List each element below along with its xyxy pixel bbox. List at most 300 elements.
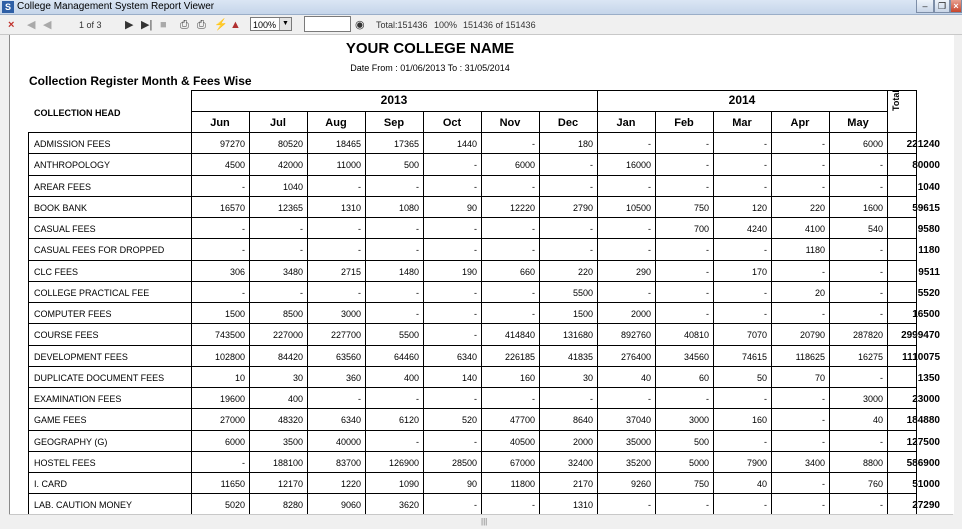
amount-cell-nov: - — [532, 309, 535, 319]
print-icon[interactable]: ⎙ — [180, 19, 189, 31]
amount-cell-feb: 60 — [698, 372, 709, 383]
amount-cell-nov: - — [532, 287, 535, 298]
amount-cell-may: 1600 — [862, 202, 883, 213]
report-toolbar — [0, 15, 962, 35]
amount-cell-jun: - — [242, 457, 245, 468]
amount-cell-feb: - — [706, 266, 709, 277]
collection-head-cell: COLLEGE PRACTICAL FEE — [34, 287, 150, 298]
amount-cell-jan: - — [648, 500, 651, 511]
close-window-button[interactable]: × — [950, 0, 962, 13]
amount-cell-jun: 97270 — [219, 139, 245, 149]
date-range: Date From : 01/06/2013 To : 31/05/2014 — [350, 63, 510, 73]
amount-cell-nov: - — [532, 500, 535, 511]
amount-cell-aug: 6340 — [340, 415, 361, 426]
amount-cell-jul: 84420 — [277, 351, 303, 362]
amount-cell-jul: 42000 — [277, 160, 303, 171]
amount-cell-dec: 131680 — [562, 330, 593, 341]
amount-cell-aug: - — [358, 181, 361, 192]
amount-cell-nov: 160 — [519, 372, 535, 383]
amount-cell-sep: 400 — [403, 372, 419, 383]
month-header-sep: Sep — [383, 117, 405, 129]
amount-cell-jun: 27000 — [219, 415, 245, 426]
amount-cell-may: - — [880, 245, 883, 256]
row-total-cell: 16500 — [912, 309, 940, 320]
amount-cell-dec: - — [590, 394, 593, 404]
amount-cell-may: 540 — [867, 224, 883, 234]
amount-cell-feb: 34560 — [683, 351, 709, 362]
app-icon: S — [2, 1, 14, 13]
amount-cell-mar: - — [764, 181, 767, 192]
amount-cell-oct: 28500 — [451, 457, 477, 468]
amount-cell-oct: 190 — [461, 266, 477, 277]
amount-cell-may: 16275 — [857, 351, 883, 362]
month-header-feb: Feb — [674, 117, 694, 129]
table-row — [28, 239, 940, 260]
amount-cell-jan: 10500 — [625, 202, 651, 213]
amount-cell-aug: 18465 — [335, 139, 361, 149]
amount-cell-jun: 306 — [229, 266, 245, 277]
amount-cell-apr: 3400 — [804, 457, 825, 468]
amount-cell-apr: 20 — [814, 287, 825, 298]
amount-cell-sep: 1090 — [398, 479, 419, 489]
amount-cell-apr: - — [822, 309, 825, 319]
year-2014-header: 2014 — [728, 93, 756, 107]
amount-cell-dec: 220 — [577, 266, 593, 277]
amount-cell-mar: 50 — [756, 372, 767, 383]
row-total-cell: 5520 — [917, 287, 940, 299]
page-indicator: 1 of 3 — [79, 20, 102, 30]
row-total-cell: 2999470 — [901, 330, 940, 342]
amount-cell-sep: 5500 — [398, 330, 419, 341]
amount-cell-jan: 2000 — [630, 309, 651, 319]
amount-cell-oct: - — [474, 394, 477, 404]
amount-cell-jul: - — [300, 224, 303, 234]
month-header-oct: Oct — [442, 117, 462, 129]
amount-cell-jan: 892760 — [620, 330, 651, 341]
zoom-select[interactable] — [250, 17, 292, 31]
amount-cell-may: 287820 — [852, 330, 883, 341]
table-row — [28, 473, 940, 494]
amount-cell-jul: 30 — [292, 372, 303, 383]
amount-cell-sep: 500 — [403, 160, 419, 171]
amount-cell-may: - — [880, 266, 883, 277]
amount-cell-oct: 520 — [461, 415, 477, 426]
amount-cell-jan: - — [648, 245, 651, 256]
amount-cell-mar: 170 — [751, 266, 767, 277]
amount-cell-aug: 40000 — [335, 436, 361, 447]
amount-cell-apr: 118625 — [795, 351, 825, 362]
amount-cell-jul: 12365 — [277, 202, 303, 213]
amount-cell-apr: - — [822, 415, 825, 426]
month-header-apr: Apr — [790, 117, 810, 129]
amount-cell-jul: 80520 — [277, 139, 303, 149]
amount-cell-oct: - — [474, 287, 477, 298]
zoom-value: 100% — [253, 20, 277, 30]
amount-cell-nov: 414840 — [504, 330, 535, 341]
scroll-grip-icon[interactable]: ||| — [481, 517, 488, 526]
window-title: College Management System Report Viewer — [17, 1, 215, 12]
amount-cell-dec: 2170 — [572, 479, 593, 489]
last-page-icon[interactable]: ▶| — [141, 19, 153, 31]
minimize-button[interactable]: – — [916, 0, 934, 13]
collection-head-cell: AREAR FEES — [34, 181, 92, 192]
amount-cell-nov: 6000 — [514, 160, 535, 171]
amount-cell-oct: 90 — [466, 202, 477, 213]
table-row — [28, 176, 940, 197]
month-header-nov: Nov — [499, 117, 521, 129]
amount-cell-dec: 2000 — [572, 436, 593, 447]
row-total-cell: 127500 — [906, 436, 940, 448]
amount-cell-feb: 750 — [693, 202, 709, 213]
amount-cell-apr: - — [822, 139, 825, 149]
amount-cell-nov: - — [532, 139, 535, 149]
amount-cell-sep: - — [416, 224, 419, 234]
amount-cell-sep: 126900 — [388, 457, 419, 468]
amount-cell-mar: 40 — [756, 479, 767, 489]
export-icon[interactable]: ▲ — [230, 19, 241, 31]
collection-head-cell: LAB. CAUTION MONEY — [34, 500, 133, 511]
amount-cell-dec: 30 — [582, 372, 593, 383]
amount-cell-aug: 3000 — [340, 309, 361, 319]
amount-cell-feb: 700 — [693, 224, 709, 234]
amount-cell-jan: 35000 — [625, 436, 651, 447]
amount-cell-oct: - — [474, 500, 477, 511]
header-top-line — [191, 90, 887, 91]
report-page — [9, 35, 954, 514]
first-page-icon[interactable]: ◀​ — [27, 19, 36, 31]
amount-cell-jan: 290 — [635, 266, 651, 277]
amount-cell-dec: 1310 — [572, 500, 593, 511]
amount-cell-mar: - — [764, 500, 767, 511]
row-total-cell: 80000 — [912, 160, 940, 172]
amount-cell-aug: - — [358, 224, 361, 234]
amount-cell-feb: - — [706, 309, 709, 319]
amount-cell-jan: 37040 — [625, 415, 651, 426]
table-row — [28, 154, 940, 175]
right-border-line — [916, 90, 917, 514]
amount-cell-jun: 11650 — [220, 479, 245, 489]
amount-cell-sep: 6120 — [398, 415, 419, 426]
amount-cell-jan: 35200 — [625, 457, 651, 468]
row-total-cell: 221240 — [906, 139, 940, 150]
amount-cell-mar: 74615 — [741, 351, 767, 362]
table-row — [28, 367, 940, 388]
table-row — [28, 197, 940, 218]
amount-cell-nov: 11800 — [510, 479, 535, 489]
amount-cell-mar: 7070 — [746, 330, 767, 341]
amount-cell-mar: - — [764, 139, 767, 149]
collection-head-cell: BOOK BANK — [34, 202, 88, 213]
month-header-mar: Mar — [732, 117, 752, 129]
amount-cell-may: 40 — [872, 415, 883, 426]
amount-cell-jan: - — [648, 181, 651, 192]
amount-cell-oct: - — [474, 330, 477, 341]
amount-cell-nov: - — [532, 224, 535, 234]
collection-head-cell: GAME FEES — [34, 415, 87, 426]
amount-cell-oct: - — [474, 181, 477, 192]
find-input[interactable] — [304, 16, 351, 32]
amount-cell-sep: - — [416, 287, 419, 298]
amount-cell-jan: - — [648, 224, 651, 234]
amount-cell-feb: 3000 — [688, 415, 709, 426]
table-row — [28, 388, 940, 409]
amount-cell-may: 8800 — [862, 457, 883, 468]
amount-cell-jul: 12170 — [277, 479, 303, 489]
month-header-jul: Jul — [270, 117, 286, 129]
table-row — [28, 409, 940, 430]
collection-head-cell: COURSE FEES — [34, 330, 99, 341]
table-row — [28, 261, 940, 282]
print-setup-icon[interactable]: ⎙ — [197, 19, 206, 31]
amount-cell-jul: 48320 — [277, 415, 303, 426]
amount-cell-aug: - — [358, 394, 361, 404]
amount-cell-mar: 4240 — [746, 224, 767, 234]
amount-cell-sep: - — [416, 309, 419, 319]
amount-cell-may: 760 — [867, 479, 883, 489]
amount-cell-apr: - — [822, 436, 825, 447]
close-report-icon[interactable]: × — [8, 19, 15, 31]
next-page-icon[interactable]: ▶ — [125, 19, 134, 31]
table-row — [28, 133, 940, 154]
amount-cell-jan: - — [648, 139, 651, 149]
amount-cell-may: 6000 — [862, 139, 883, 149]
collection-head-cell: CASUAL FEES FOR DROPPED — [34, 245, 165, 256]
collection-head-cell: DEVELOPMENT FEES — [34, 351, 128, 362]
collection-head-cell: CASUAL FEES — [34, 224, 96, 234]
amount-cell-feb: - — [706, 500, 709, 511]
amount-cell-jul: 1040 — [282, 181, 303, 192]
amount-cell-may: 3000 — [862, 394, 883, 404]
amount-cell-feb: 500 — [693, 436, 709, 447]
row-total-cell: 27290 — [912, 500, 940, 512]
amount-cell-jun: - — [242, 181, 245, 192]
amount-cell-dec: - — [590, 181, 593, 192]
amount-cell-jun: - — [242, 287, 245, 298]
amount-cell-oct: 90 — [466, 479, 477, 489]
amount-cell-may: - — [880, 372, 883, 383]
table-row — [28, 218, 940, 239]
row-total-cell: 23000 — [912, 394, 940, 405]
amount-cell-dec: 2790 — [572, 202, 593, 213]
amount-cell-dec: 5500 — [572, 287, 593, 298]
collection-head-cell: GEOGRAPHY (G) — [34, 436, 108, 447]
amount-cell-sep: 17365 — [393, 139, 419, 149]
percent-label: 100% — [434, 20, 458, 30]
amount-cell-apr: 4100 — [804, 224, 825, 234]
amount-cell-dec: - — [590, 224, 593, 234]
amount-cell-jul: 8280 — [282, 500, 303, 511]
table-row — [28, 346, 940, 367]
month-header-dec: Dec — [557, 117, 579, 129]
amount-cell-nov: 226185 — [504, 351, 535, 362]
prev-page-icon[interactable]: ◀ — [43, 19, 52, 31]
amount-cell-oct: - — [474, 245, 477, 256]
amount-cell-aug: 227700 — [330, 330, 361, 341]
row-total-cell: 1110075 — [902, 351, 940, 363]
total-column-header: Total — [891, 90, 901, 111]
amount-cell-jan: 40 — [640, 372, 651, 383]
amount-cell-oct: - — [474, 160, 477, 171]
amount-cell-dec: 1500 — [572, 309, 593, 319]
amount-cell-dec: 41835 — [567, 351, 593, 362]
collection-head-cell: COMPUTER FEES — [34, 309, 112, 319]
amount-cell-mar: - — [764, 245, 767, 256]
row-total-cell: 184880 — [906, 415, 940, 427]
amount-cell-mar: 160 — [751, 415, 767, 426]
amount-cell-sep: 3620 — [398, 500, 419, 511]
amount-cell-feb: - — [706, 287, 709, 298]
amount-cell-aug: 83700 — [335, 457, 361, 468]
amount-cell-oct: 140 — [461, 372, 477, 383]
table-row — [28, 303, 940, 324]
month-header-may: May — [847, 117, 869, 129]
binoculars-icon[interactable]: ◉ — [355, 19, 365, 31]
amount-cell-oct: - — [474, 436, 477, 447]
amount-cell-dec: 32400 — [567, 457, 593, 468]
amount-cell-apr: - — [822, 181, 825, 192]
amount-cell-sep: 1480 — [398, 266, 419, 277]
amount-cell-mar: - — [764, 394, 767, 404]
amount-cell-nov: 12220 — [509, 202, 535, 213]
amount-cell-jun: - — [242, 224, 245, 234]
amount-cell-apr: 1180 — [805, 245, 825, 256]
amount-cell-apr: 20790 — [799, 330, 825, 341]
amount-cell-jun: 1500 — [224, 309, 245, 319]
table-row — [28, 282, 940, 303]
month-header-jun: Jun — [210, 117, 230, 129]
amount-cell-mar: 120 — [751, 202, 767, 213]
amount-cell-jun: - — [242, 245, 245, 256]
amount-cell-jun: 19600 — [219, 394, 245, 404]
amount-cell-feb: 40810 — [683, 330, 709, 341]
amount-cell-aug: 1310 — [340, 202, 361, 213]
amount-cell-oct: 1440 — [456, 139, 477, 149]
amount-cell-apr: - — [822, 394, 825, 404]
amount-cell-jun: 4500 — [224, 160, 245, 171]
amount-cell-jan: - — [648, 394, 651, 404]
amount-cell-may: - — [880, 287, 883, 298]
collection-head-cell: EXAMINATION FEES — [34, 394, 122, 404]
amount-cell-feb: - — [706, 139, 709, 149]
amount-cell-apr: - — [822, 160, 825, 171]
total-label: Total:151436 — [376, 20, 428, 30]
amount-cell-mar: 7900 — [746, 457, 767, 468]
amount-cell-sep: - — [416, 181, 419, 192]
row-total-cell: 586900 — [906, 457, 940, 469]
amount-cell-jan: 16000 — [625, 160, 651, 171]
amount-cell-sep: 64460 — [393, 351, 419, 362]
month-header-aug: Aug — [325, 117, 347, 129]
amount-cell-jun: 5020 — [224, 500, 245, 511]
amount-cell-oct: - — [474, 309, 477, 319]
amount-cell-jan: 276400 — [620, 351, 651, 362]
amount-cell-feb: - — [706, 160, 709, 171]
amount-cell-aug: 9060 — [340, 500, 361, 511]
amount-cell-aug: - — [358, 245, 361, 256]
stop-icon[interactable]: ■ — [160, 19, 167, 31]
table-row — [28, 452, 940, 473]
amount-cell-jun: 102800 — [214, 351, 245, 362]
amount-cell-apr: 220 — [809, 202, 825, 213]
table-row — [28, 431, 940, 452]
collection-head-cell: ANTHROPOLOGY — [34, 160, 111, 171]
collection-head-cell: ADMISSION FEES — [34, 139, 111, 149]
table-row — [28, 494, 940, 514]
restore-button[interactable]: ❐ — [934, 0, 950, 13]
amount-cell-aug: 63560 — [335, 351, 361, 362]
amount-cell-oct: 6340 — [456, 351, 477, 362]
amount-cell-aug: 360 — [345, 372, 361, 383]
collection-head-cell: DUPLICATE DOCUMENT FEES — [34, 372, 165, 383]
amount-cell-may: - — [880, 160, 883, 171]
amount-cell-jul: - — [300, 287, 303, 298]
amount-cell-mar: - — [764, 287, 767, 298]
window-titlebar — [0, 0, 962, 15]
amount-cell-nov: 40500 — [509, 436, 535, 447]
amount-cell-feb: - — [706, 394, 709, 404]
amount-cell-apr: - — [822, 500, 825, 511]
amount-cell-apr: 70 — [814, 372, 825, 383]
amount-cell-sep: - — [416, 436, 419, 447]
amount-cell-dec: 8640 — [572, 415, 593, 426]
amount-cell-nov: - — [532, 181, 535, 192]
collection-head-cell: HOSTEL FEES — [34, 457, 96, 468]
amount-cell-feb: - — [706, 245, 709, 256]
amount-cell-nov: 660 — [519, 266, 535, 277]
amount-cell-feb: - — [706, 181, 709, 192]
amount-cell-sep: 1080 — [398, 202, 419, 213]
amount-cell-sep: - — [416, 245, 419, 256]
amount-cell-aug: 2715 — [340, 266, 361, 277]
amount-cell-may: - — [880, 500, 883, 511]
amount-cell-may: - — [880, 181, 883, 192]
amount-cell-jul: 400 — [287, 394, 303, 404]
amount-cell-may: - — [880, 309, 883, 319]
row-total-cell: 51000 — [912, 479, 940, 490]
amount-cell-dec: - — [590, 245, 593, 256]
collection-head-cell: I. CARD — [34, 479, 68, 489]
amount-cell-apr: - — [822, 266, 825, 277]
college-name: YOUR COLLEGE NAME — [345, 40, 515, 57]
amount-cell-jul: 188100 — [272, 457, 303, 468]
chevron-down-icon[interactable]: ▼ — [279, 18, 291, 30]
refresh-icon[interactable]: ⚡ — [214, 19, 228, 31]
amount-cell-jun: 6000 — [224, 436, 245, 447]
month-header-jan: Jan — [616, 117, 636, 129]
amount-cell-aug: 11000 — [336, 160, 361, 171]
amount-cell-nov: - — [532, 394, 535, 404]
amount-cell-apr: - — [822, 479, 825, 489]
amount-cell-mar: - — [764, 160, 767, 171]
amount-cell-jul: - — [300, 245, 303, 256]
amount-cell-jul: 8500 — [282, 309, 303, 319]
horizontal-scrollbar[interactable] — [9, 514, 953, 529]
amount-cell-sep: - — [416, 394, 419, 404]
amount-cell-may: - — [880, 436, 883, 447]
amount-cell-feb: 5000 — [688, 457, 709, 468]
collection-head-label: COLLECTION HEAD — [34, 108, 121, 118]
row-total-cell: 9511 — [918, 266, 940, 278]
amount-cell-mar: - — [764, 309, 767, 319]
amount-cell-aug: 1220 — [340, 479, 361, 489]
table-row — [28, 324, 940, 345]
amount-cell-dec: - — [590, 160, 593, 171]
amount-cell-jan: - — [648, 287, 651, 298]
amount-cell-nov: - — [532, 245, 535, 256]
record-count-label: 151436 of 151436 — [463, 20, 536, 30]
year-2013-header: 2013 — [380, 93, 408, 107]
amount-cell-dec: 180 — [577, 139, 593, 149]
